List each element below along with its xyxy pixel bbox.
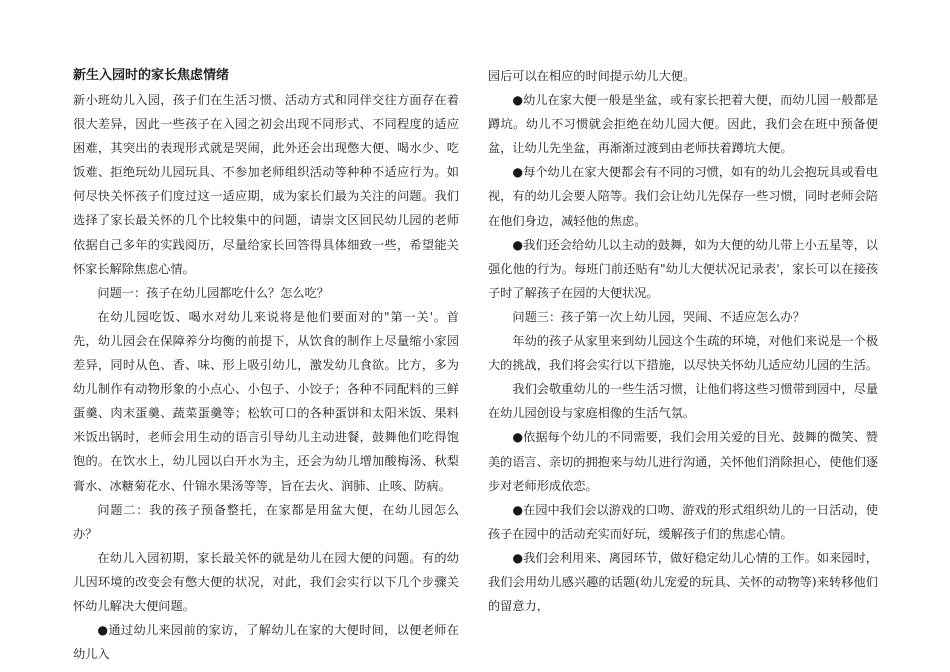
article-title: 新生入园时的家长焦虑情绪 (73, 68, 230, 83)
paragraph: 问题三：孩子第一次上幼儿园，哭闹、不适应怎么办？ (512, 309, 805, 324)
paragraph: ●我们还会给幼儿以主动的鼓舞，如为大便的幼儿带上小五星等，以强化他的行为。每班门前还贴有"幼儿大便状况记录表'，家长可以在接孩子时了解孩子在园的大便状况。 (488, 237, 878, 300)
paragraph: 我们会敬重幼儿的一些生活习惯，让他们将这些习惯带到园中，尽量在幼儿园创设与家庭相像的生活气氛。 (488, 382, 879, 421)
paragraph: ●幼儿在家大便一般是坐盆，或有家长把着大便，而幼儿园一般都是蹲坑。幼儿不习惯就会拒绝在幼儿园大便。因此，我们会在班中预备便盆，让幼儿先坐盆，再渐渐过渡到由老师扶着蹲坑大便。 (488, 93, 878, 156)
paragraph: 园后可以在相应的时间提示幼儿大便。 (488, 69, 696, 83)
left-column (73, 64, 459, 666)
paragraph: 新小班幼儿入园，孩子们在生活习惯、活动方式和同伴交往方面存在着很大差异，因此一些孩子在入园之初会出现不同形式、不同程度的适应困难，其突出的表现形式就是哭闹，此外还会出现憋大便、喝水少、吃饭难、拒绝玩幼儿园玩具、不参加老师组织活动等种种不适应行为。如何尽快关怀孩子们度过这一适应期，成为家长们最为关注的问题。我们选择了家长最关怀的几个比较集中的问题，请崇文区回民幼儿园的老师依据自己多年的实践阅历，尽量给家长回答得具体细致一些，希望能关怀家长解除焦虑心情。 (73, 93, 459, 276)
left-paragraphs (73, 88, 459, 666)
paragraph: 问题二：我的孩子预备整托，在家都是用盆大便，在幼儿园怎么办？ (73, 502, 459, 541)
paragraph: ●在园中我们会以游戏的口吻、游戏的形式组织幼儿的一日活动，使孩子在园中的活动充实而好玩，缓解孩子们的焦虑心情。 (488, 502, 878, 541)
paragraph: 问题一：孩子在幼儿园都吃什么？怎么吃？ (97, 285, 329, 300)
paragraph: ●依据每个幼儿的不同需要，我们会用关爱的目光、鼓舞的微笑、赞美的语言、亲切的拥抱来与幼儿进行沟通，关怀他们消除担心，使他们逐步对老师形成依恋。 (488, 430, 878, 493)
paragraph: 年幼的孩子从家里来到幼儿园这个生疏的环境，对他们来说是一个极大的挑战，我们将会实行以下措施，以尽快关怀幼儿适应幼儿园的生活。 (488, 334, 879, 373)
paragraph: ●每个幼儿在家大便都会有不同的习惯，如有的幼儿会抱玩具或看电视，有的幼儿会要人陪等。我们会让幼儿先保存一些习惯，同时老师会陪在他们身边，减轻他的焦虑。 (488, 165, 878, 228)
paragraph: 在幼儿入园初期，家长最关怀的就是幼儿在园大便的问题。有的幼儿因环境的改变会有憋大便的状况，对此，我们会实行以下几个步骤关怀幼儿解决大便问题。 (73, 550, 459, 613)
paragraph: ●通过幼儿来园前的家访，了解幼儿在家的大便时间，以便老师在幼儿入 (73, 623, 459, 662)
right-column (488, 64, 878, 618)
paragraph: ●我们会利用来、离园环节，做好稳定幼儿心情的工作。如来园时，我们会用幼儿感兴趣的话题(幼儿宠爱的玩具、关怀的动物等)来转移他们的留意力， (488, 550, 878, 614)
paragraph: 在幼儿园吃饭、喝水对幼儿来说将是他们要面对的"第一关'。首先，幼儿园会在保障养分均衡的前提下，从饮食的制作上尽量缩小家园差异，同时从色、香、味、形上吸引幼儿，激发幼儿食欲。比方，多为幼儿制作有动物形象的小点心、小包子、小饺子；各种不同配料的三鲜蛋羹、肉末蛋羹、蔬菜蛋羹等；松软可口的各种蛋饼和太阳米饭、果料米饭出锅时，老师会用生动的语言引导幼儿主动进餐，鼓舞他们吃得饱饱的。在饮水上，幼儿园以白开水为主，还会为幼儿增加酸梅汤、秋梨膏水、冰糖菊花水、什锦水果汤等等，旨在去火、润肺、止咳、防病。 (73, 309, 459, 493)
